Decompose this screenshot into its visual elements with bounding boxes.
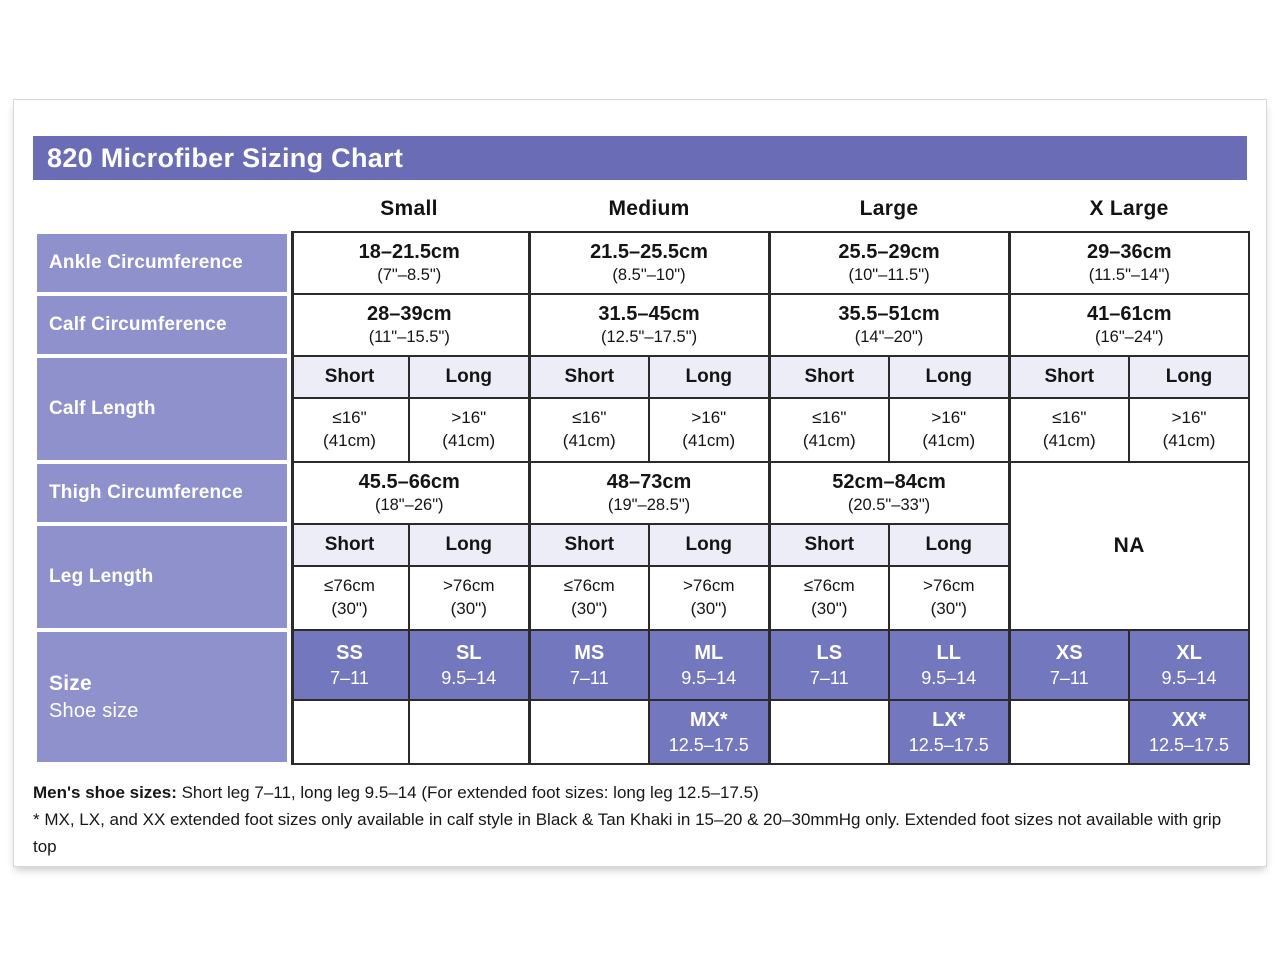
cell-leg-length-large-short: ≤76cm (30") [769,566,889,630]
col-header-small: Small [380,197,438,220]
cell-ankle-small: 18–21.5cm (7"–8.5") [289,232,529,294]
cell-calf-length-small-long: >16" (41cm) [409,398,529,462]
cell-calf-length-medium-short: ≤16" (41cm) [529,398,649,462]
cell-thigh-medium: 48–73cm (19"–28.5") [529,462,769,524]
row-label-calf-circumference: Calf Circumference [35,294,289,356]
subheader-leg-medium-long: Long [649,524,769,566]
cell-xlarge-na: NA [1009,462,1249,630]
thigh-row [35,462,1249,524]
subheader-leg-large-long: Long [889,524,1009,566]
calf-length-subheader-row [35,356,1249,398]
cell-size-empty-3 [529,700,649,764]
cell-calf-circ-xlarge: 41–61cm (16"–24") [1009,294,1249,356]
ankle-row [35,232,1249,294]
cell-leg-length-small-short: ≤76cm (30") [289,566,409,630]
col-header-large: Large [859,197,919,220]
col-header-medium: Medium [608,197,690,220]
footnote-mens-shoe-sizes: Men's shoe sizes: Short leg 7–11, long leg 9.5–14 (For extended foot sizes: long leg 12.5–17.5) [33,783,759,802]
row-label-leg-length: Leg Length [35,524,289,630]
cell-calf-length-xlarge-long: >16" (41cm) [1129,398,1249,462]
subheader-calf-large-long: Long [889,356,1009,398]
cell-ankle-large: 25.5–29cm (10"–11.5") [769,232,1009,294]
subheader-calf-small-short: Short [289,356,409,398]
cell-size-ml: ML 9.5–14 [649,630,769,700]
chart-title-bar [33,136,1247,180]
subheader-calf-xlarge-short: Short [1009,356,1129,398]
cell-size-ls: LS 7–11 [769,630,889,700]
row-label-calf-length: Calf Length [35,356,289,462]
subheader-calf-xlarge-long: Long [1129,356,1249,398]
col-header-xlarge: X Large [1089,197,1169,220]
cell-leg-length-large-long: >76cm (30") [889,566,1009,630]
cell-size-ss: SS 7–11 [289,630,409,700]
cell-size-empty-2 [409,700,529,764]
cell-size-lx: LX* 12.5–17.5 [889,700,1009,764]
cell-leg-length-medium-long: >76cm (30") [649,566,769,630]
corner-cell [35,180,289,232]
row-label-ankle-circumference: Ankle Circumference [35,232,289,294]
cell-calf-length-small-short: ≤16" (41cm) [289,398,409,462]
cell-size-empty-5 [1009,700,1129,764]
calf-circumference-row [35,294,1249,356]
subheader-leg-small-short: Short [289,524,409,566]
row-label-size: Size Shoe size [35,630,289,764]
subheader-leg-small-long: Long [409,524,529,566]
size-row-1 [35,630,1249,700]
subheader-leg-medium-short: Short [529,524,649,566]
sizing-table [33,180,1250,766]
row-label-thigh-circumference: Thigh Circumference [35,462,289,524]
cell-calf-length-large-short: ≤16" (41cm) [769,398,889,462]
cell-calf-circ-small: 28–39cm (11"–15.5") [289,294,529,356]
cell-size-ms: MS 7–11 [529,630,649,700]
cell-thigh-small: 45.5–66cm (18"–26") [289,462,529,524]
cell-ankle-xlarge: 29–36cm (11.5"–14") [1009,232,1249,294]
cell-size-mx: MX* 12.5–17.5 [649,700,769,764]
cell-calf-length-medium-long: >16" (41cm) [649,398,769,462]
cell-thigh-large: 52cm–84cm (20.5"–33") [769,462,1009,524]
cell-size-xl: XL 9.5–14 [1129,630,1249,700]
subheader-leg-large-short: Short [769,524,889,566]
cell-size-empty-1 [289,700,409,764]
subheader-calf-medium-short: Short [529,356,649,398]
footnote-extended-sizes: * MX, LX, and XX extended foot sizes only available in calf style in Black & Tan Khaki in 15–20 & 20–30mmHg only. Extended foot sizes not available with grip top [33,810,1222,856]
cell-size-sl: SL 9.5–14 [409,630,529,700]
cell-leg-length-small-long: >76cm (30") [409,566,529,630]
header-row [35,180,1249,232]
subheader-calf-medium-long: Long [649,356,769,398]
cell-size-ll: LL 9.5–14 [889,630,1009,700]
cell-leg-length-medium-short: ≤76cm (30") [529,566,649,630]
cell-calf-circ-large: 35.5–51cm (14"–20") [769,294,1009,356]
chart-title: 820 Microfiber Sizing Chart [47,143,404,173]
cell-calf-length-large-long: >16" (41cm) [889,398,1009,462]
cell-ankle-medium: 21.5–25.5cm (8.5"–10") [529,232,769,294]
cell-size-xs: XS 7–11 [1009,630,1129,700]
cell-size-empty-4 [769,700,889,764]
cell-calf-length-xlarge-short: ≤16" (41cm) [1009,398,1129,462]
footnotes [33,779,1247,860]
subheader-calf-small-long: Long [409,356,529,398]
subheader-calf-large-short: Short [769,356,889,398]
cell-size-xx: XX* 12.5–17.5 [1129,700,1249,764]
cell-calf-circ-medium: 31.5–45cm (12.5"–17.5") [529,294,769,356]
sizing-chart-card [13,99,1267,867]
